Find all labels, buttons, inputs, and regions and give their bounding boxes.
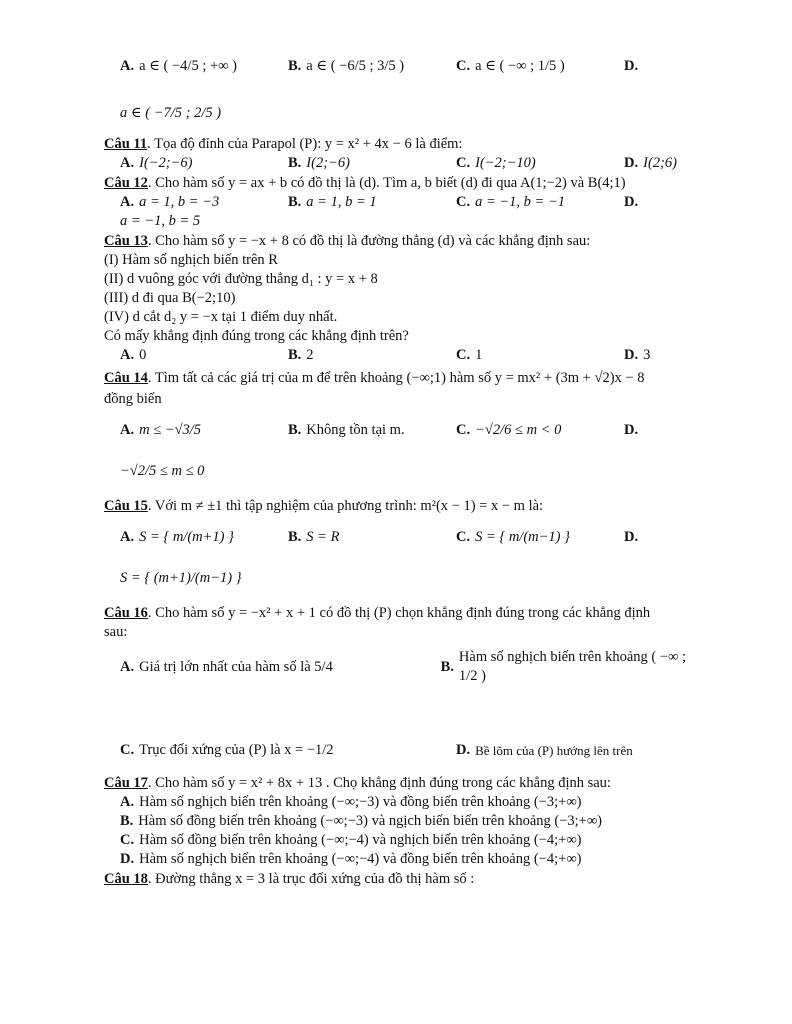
q16-option-c[interactable] — [120, 741, 456, 760]
q15-option-d[interactable] — [624, 528, 643, 547]
q16-option-d[interactable] — [456, 741, 633, 760]
q12-option-a-label: A. — [120, 194, 135, 210]
q16-stem-continuation: sau: — [104, 624, 128, 640]
q17-option-c[interactable] — [104, 831, 704, 850]
q14-number: Câu 14 — [104, 370, 148, 386]
q16-option-c-label: C. — [120, 741, 135, 758]
q14-option-a[interactable] — [120, 421, 288, 440]
q10-option-c[interactable] — [456, 57, 624, 76]
q12-option-b-label: B. — [288, 194, 302, 210]
q17-option-a[interactable] — [104, 793, 704, 812]
q14-option-b[interactable] — [288, 421, 456, 440]
q15-option-c-label: C. — [456, 528, 471, 545]
q10-option-d[interactable] — [624, 57, 643, 76]
q14-option-d-text: −√2/5 ≤ m ≤ 0 — [120, 462, 205, 479]
q17-option-c-label: C. — [120, 832, 135, 848]
q10-option-a-text: a ∈ ( −4/5 ; +∞ ) — [139, 57, 237, 74]
q14-option-c-text: −√2/6 ≤ m < 0 — [475, 421, 562, 438]
q10-option-c-text: a ∈ ( −∞ ; 1/5 ) — [475, 57, 565, 74]
q15-option-d-continuation — [104, 558, 704, 598]
q14-option-d[interactable] — [624, 421, 643, 440]
q17-option-b[interactable] — [104, 812, 704, 831]
q13-option-b[interactable] — [288, 346, 456, 365]
q12-option-c-text: a = −1, b = −1 — [475, 194, 565, 210]
q17-option-a-text: Hàm số nghịch biến trên khoảng (−∞;−3) và đồng biến trên khoảng (−3;+∞) — [139, 794, 582, 810]
q18-stem — [104, 870, 704, 889]
q11-option-d-text: I(2;6) — [643, 155, 677, 171]
q17-option-d-label: D. — [120, 851, 135, 867]
q17-option-a-label: A. — [120, 794, 135, 810]
q11-option-c-label: C. — [456, 155, 471, 171]
q13-option-d[interactable] — [624, 346, 650, 365]
q15-option-c-text: S = { m/(m−1) } — [475, 528, 570, 545]
q15-option-a-label: A. — [120, 528, 135, 545]
q17-option-d[interactable] — [104, 850, 704, 869]
q11-option-b[interactable] — [288, 154, 456, 173]
q12-option-b[interactable] — [288, 193, 456, 212]
q13-option-c[interactable] — [456, 346, 624, 365]
q13-option-d-text: 3 — [643, 347, 651, 363]
q10-option-d-label: D. — [624, 57, 639, 74]
q13-options — [104, 346, 704, 365]
q11-option-b-label: B. — [288, 155, 302, 171]
q12-text: . Cho hàm số y = ax + b có đồ thị là (d). Tìm a, b biết (d) đi qua A(1;−2) và B(4;1) — [147, 175, 626, 191]
q14-options — [104, 409, 704, 451]
q14-option-d-continuation — [104, 451, 704, 491]
q14-option-d-label: D. — [624, 421, 639, 438]
q10-option-a-label: A. — [120, 57, 135, 74]
q11-option-d[interactable] — [624, 154, 677, 173]
q11-option-a-text: I(−2;−6) — [139, 155, 193, 171]
q15-option-c[interactable] — [456, 528, 624, 547]
q13-statement-2: (II) d vuông góc với đường thẳng d₁ : y = x + 8 — [104, 271, 378, 287]
q16-option-b-text: Hàm số nghịch biến trên khoảng ( −∞ ; 1/2 ) — [458, 649, 687, 684]
q12-options — [104, 193, 704, 212]
q12-option-d-text: a = −1, b = 5 — [120, 213, 201, 229]
q15-option-d-label: D. — [624, 528, 639, 545]
q14-option-c-label: C. — [456, 421, 471, 438]
q13-number: Câu 13 — [104, 233, 148, 249]
q13-question: Có mấy khẳng định đúng trong các khẳng định trên? — [104, 328, 409, 344]
q10-options — [104, 40, 704, 92]
q15-option-b[interactable] — [288, 528, 456, 547]
q12-stem — [104, 174, 704, 193]
q11-option-b-text: I(2;−6) — [306, 155, 350, 171]
q11-options — [104, 154, 704, 173]
q10-option-b-text: a ∈ ( −6/5 ; 3/5 ) — [306, 57, 405, 74]
q16-spacer — [104, 692, 704, 730]
q11-option-d-label: D. — [624, 155, 639, 171]
q12-option-b-text: a = 1, b = 1 — [306, 194, 377, 210]
q18-text: . Đường thẳng x = 3 là trục đối xứng của đồ thị hàm số : — [147, 871, 475, 887]
q14-stem — [104, 366, 704, 390]
q16-option-a-text: Giá trị lớn nhất của hàm số là 5/4 — [139, 658, 333, 675]
q16-option-c-text: Trục đối xứng của (P) là x = −1/2 — [139, 741, 334, 758]
q16-option-d-label: D. — [456, 741, 471, 758]
q18-number: Câu 18 — [104, 871, 148, 887]
q14-option-c[interactable] — [456, 421, 624, 440]
q16-stem — [104, 604, 704, 623]
q17-option-b-label: B. — [120, 813, 134, 829]
q16-text: . Cho hàm số y = −x² + x + 1 có đồ thị (P) chọn khẳng định đúng trong các khẳng định — [147, 605, 651, 621]
q11-option-a-label: A. — [120, 155, 135, 171]
q15-option-d-text: S = { (m+1)/(m−1) } — [120, 569, 242, 586]
q12-option-c-label: C. — [456, 194, 471, 210]
q13-statement-3: (III) d đi qua B(−2;10) — [104, 290, 236, 306]
q16-option-a-label: A. — [120, 658, 135, 675]
q13-statement-4: (IV) d cắt d₂ y = −x tại 1 điểm duy nhất. — [104, 309, 338, 325]
q10-option-c-label: C. — [456, 57, 471, 74]
q14-text: . Tìm tất cả các giá trị của m để trên khoảng (−∞;1) hàm số y = mx² + (3m + √2)x − 8 — [147, 370, 645, 386]
q12-option-d-continuation — [104, 212, 704, 231]
q11-text: . Tọa độ đỉnh của Parapol (P): y = x² + 4x − 6 là điểm: — [147, 136, 463, 152]
q17-option-c-text: Hàm số đồng biến trên khoảng (−∞;−4) và nghịch biến trên khoảng (−4;+∞) — [139, 832, 582, 848]
q17-text: . Cho hàm số y = x² + 8x + 13 . Chọ khẳng định đúng trong các khẳng định sau: — [147, 775, 611, 791]
q14-stem-continuation: đồng biến — [104, 391, 162, 407]
q12-option-c[interactable] — [456, 193, 624, 212]
q10-option-d-continuation — [104, 92, 704, 134]
q16-options-row1 — [104, 642, 704, 692]
q17-number: Câu 17 — [104, 775, 148, 791]
q13-option-a[interactable] — [120, 346, 288, 365]
q11-option-a[interactable] — [120, 154, 288, 173]
q13-text: . Cho hàm số y = −x + 8 có đồ thị là đường thẳng (d) và các khẳng định sau: — [147, 233, 591, 249]
q17-stem — [104, 774, 704, 793]
exam-page — [104, 40, 704, 889]
q14-option-a-text: m ≤ −√3/5 — [139, 421, 202, 438]
q12-option-a[interactable] — [120, 193, 288, 212]
q15-option-a[interactable] — [120, 528, 288, 547]
q11-option-c-text: I(−2;−10) — [475, 155, 536, 171]
q15-option-a-text: S = { m/(m+1) } — [139, 528, 234, 545]
q14-option-b-text: Không tồn tại m. — [306, 421, 405, 438]
q15-stem — [104, 497, 704, 516]
q12-option-d-label: D. — [624, 194, 639, 210]
q10-option-a[interactable] — [120, 57, 288, 76]
q13-option-c-label: C. — [456, 347, 471, 363]
q12-number: Câu 12 — [104, 175, 148, 191]
q12-option-a-text: a = 1, b = −3 — [139, 194, 220, 210]
q13-option-d-label: D. — [624, 347, 639, 363]
q15-number: Câu 15 — [104, 498, 148, 514]
q17-option-d-text: Hàm số nghịch biến trên khoảng (−∞;−4) và đồng biến trên khoảng (−4;+∞) — [139, 851, 582, 867]
q11-number: Câu 11 — [104, 136, 148, 152]
q16-option-b[interactable] — [441, 648, 704, 686]
q13-statement-1: (I) Hàm số nghịch biến trên R — [104, 252, 278, 268]
q13-option-a-text: 0 — [139, 347, 147, 363]
q10-option-b[interactable] — [288, 57, 456, 76]
q10-option-d-text: a ∈ ( −7/5 ; 2/5 ) — [120, 104, 222, 121]
q13-option-c-text: 1 — [475, 347, 483, 363]
q13-option-b-label: B. — [288, 347, 302, 363]
q16-option-a[interactable] — [120, 658, 441, 677]
q11-option-c[interactable] — [456, 154, 624, 173]
q13-stem — [104, 232, 704, 251]
q16-options-row2 — [104, 730, 704, 770]
q12-option-d[interactable] — [624, 193, 643, 212]
q16-option-b-label: B. — [440, 658, 454, 675]
q14-option-a-label: A. — [120, 421, 135, 438]
q16-number: Câu 16 — [104, 605, 148, 621]
q14-option-b-label: B. — [288, 421, 302, 438]
q10-option-b-label: B. — [288, 57, 302, 74]
q15-option-b-text: S = R — [306, 528, 340, 545]
q13-option-b-text: 2 — [306, 347, 314, 363]
q16-option-d-text: Bề lõm của (P) hướng lên trên — [475, 742, 633, 758]
q15-options — [104, 516, 704, 558]
q11-stem — [104, 135, 704, 154]
q15-text: . Với m ≠ ±1 thì tập nghiệm của phương trình: m²(x − 1) = x − m là: — [147, 498, 544, 514]
q15-option-b-label: B. — [288, 528, 302, 545]
q13-option-a-label: A. — [120, 347, 135, 363]
q17-option-b-text: Hàm số đồng biến trên khoảng (−∞;−3) và ngịch biến biến trên khoảng (−3;+∞) — [138, 813, 603, 829]
